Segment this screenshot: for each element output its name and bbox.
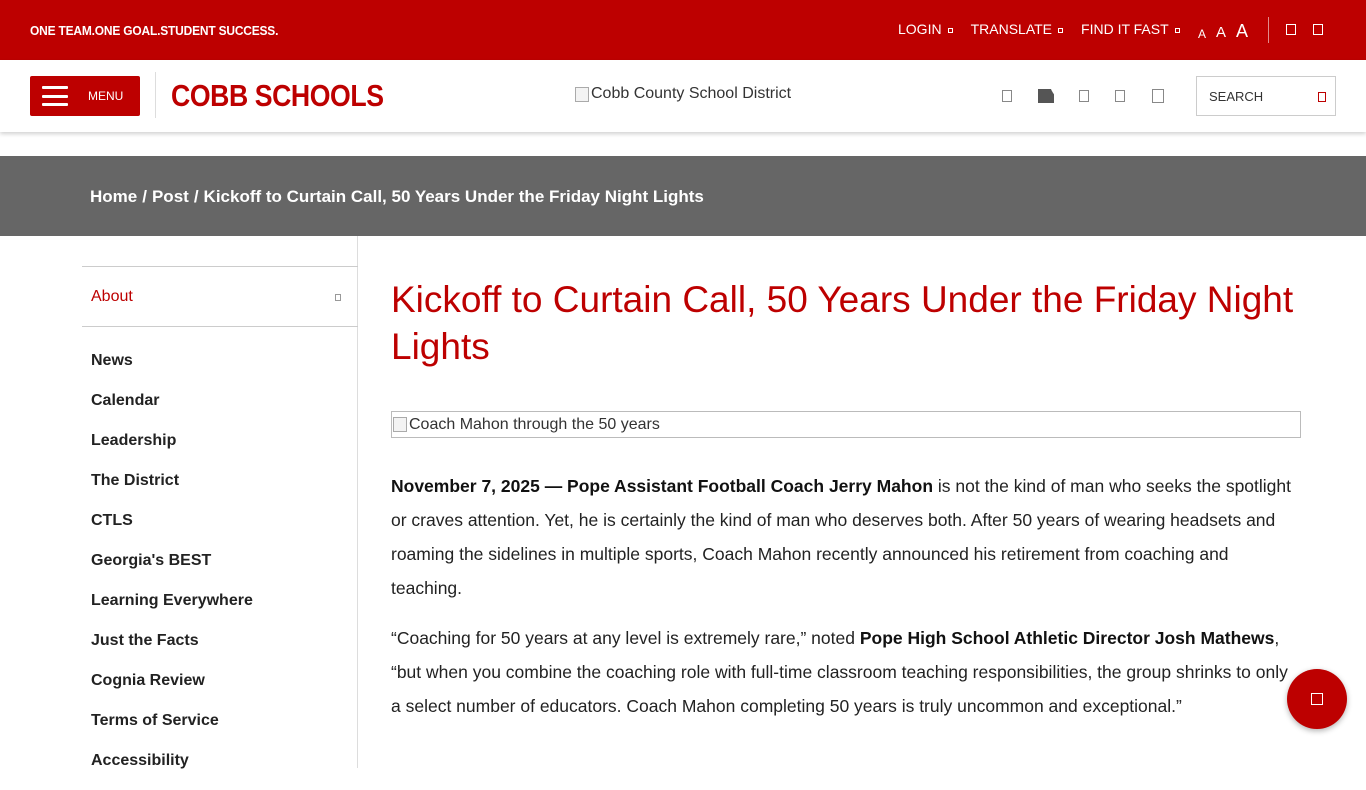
chevron-down-icon — [948, 28, 953, 33]
search-placeholder: SEARCH — [1209, 88, 1264, 104]
breadcrumb — [90, 187, 704, 207]
chevron-down-icon — [1058, 28, 1063, 33]
sidebar-item-learning-everywhere[interactable]: Learning Everywhere — [91, 592, 253, 609]
chevron-down-icon — [335, 294, 341, 301]
article-text: , “but when you combine the coaching role with full-time classroom teaching responsibilities, the group shrinks to only a select number of educators. Coach Mahon completing 50 years is truly uncommon and exceptional.” — [391, 628, 1288, 716]
sidebar-item-news[interactable]: News — [91, 352, 133, 369]
hamburger-icon — [42, 86, 68, 106]
floating-action-button[interactable] — [1287, 669, 1347, 729]
sidebar-item-accessibility[interactable]: Accessibility — [91, 752, 189, 769]
sidebar-item-cognia-review[interactable]: Cognia Review — [91, 672, 205, 689]
contrast-icon[interactable] — [1313, 24, 1323, 35]
facebook-icon[interactable] — [1002, 90, 1012, 102]
sidebar-nav — [91, 350, 253, 790]
hero-image — [391, 411, 1301, 438]
sidebar-item-just-the-facts[interactable]: Just the Facts — [91, 632, 199, 649]
translate-link[interactable] — [971, 21, 1063, 37]
utility-links — [898, 21, 1198, 37]
site-header — [0, 60, 1366, 132]
breadcrumb-separator: / — [142, 187, 147, 206]
breadcrumb-post[interactable]: Post — [151, 187, 189, 206]
district-logo[interactable] — [575, 85, 791, 103]
sidebar-item-ctls[interactable]: CTLS — [91, 512, 133, 529]
sidebar-section-label: About — [91, 287, 133, 305]
find-it-fast-link[interactable] — [1081, 21, 1180, 37]
hero-image-alt-text: Coach Mahon through the 50 years — [409, 415, 660, 433]
article-text: is not the kind of man who seeks the spotlight or craves attention. Yet, he is certainly the kind of man who deserves both. After 50 years of wearing headsets and roaming the sidelines in multiple sports, Coach Mahon recently announced his retirement from coaching and teaching. — [391, 476, 1291, 598]
sidebar-section-about[interactable] — [82, 266, 358, 327]
sidebar-item-leadership[interactable]: Leadership — [91, 432, 177, 449]
search-icon[interactable] — [1318, 92, 1326, 102]
font-size-controls — [1198, 18, 1248, 40]
menu-label: MENU — [88, 89, 124, 103]
breadcrumb-current: Kickoff to Curtain Call, 50 Years Under the Friday Night Lights — [203, 187, 704, 206]
article-paragraph — [391, 621, 1301, 723]
linkedin-icon[interactable] — [1152, 89, 1164, 103]
broken-image-icon — [575, 87, 589, 102]
sidebar-item-calendar[interactable]: Calendar — [91, 392, 160, 409]
page-title: Kickoff to Curtain Call, 50 Years Under the Friday Night Lights — [391, 279, 1294, 367]
article-paragraph — [391, 469, 1301, 605]
article-lead: November 7, 2025 — Pope Assistant Football Coach Jerry Mahon — [391, 476, 934, 496]
chevron-down-icon — [1175, 28, 1180, 33]
x-icon[interactable] — [1038, 89, 1054, 103]
top-utility-bar — [0, 0, 1366, 60]
chat-icon — [1311, 693, 1323, 705]
youtube-icon[interactable] — [1115, 90, 1125, 102]
instagram-icon[interactable] — [1079, 90, 1089, 102]
brand-logo[interactable]: COBB SCHOOLS — [171, 78, 384, 113]
article-text: “Coaching for 50 years at any level is extremely rare,” noted — [391, 628, 860, 648]
breadcrumb-band — [0, 156, 1366, 236]
font-size-medium-button[interactable]: A — [1216, 24, 1227, 41]
font-size-large-button[interactable]: A — [1236, 21, 1249, 41]
translate-label: TRANSLATE — [970, 21, 1053, 37]
divider — [155, 72, 156, 118]
sidebar-item-the-district[interactable]: The District — [91, 472, 180, 489]
sidebar — [0, 236, 358, 768]
login-link[interactable] — [898, 21, 953, 37]
article-bold-name: Pope High School Athletic Director Josh Mathews — [859, 628, 1275, 648]
article — [391, 236, 1301, 723]
sidebar-item-georgias-best[interactable]: Georgia's BEST — [91, 552, 212, 569]
broken-image-icon — [393, 417, 407, 432]
font-size-small-button[interactable]: A — [1198, 27, 1207, 41]
find-it-fast-label: FIND IT FAST — [1081, 21, 1169, 37]
accessibility-icon[interactable] — [1286, 24, 1296, 35]
district-logo-alt-text: Cobb County School District — [591, 85, 792, 102]
breadcrumb-separator: / — [193, 187, 199, 206]
tagline: ONE TEAM.ONE GOAL.STUDENT SUCCESS. — [30, 23, 279, 38]
sidebar-item-terms-of-service[interactable]: Terms of Service — [91, 712, 219, 729]
menu-button[interactable] — [30, 76, 140, 116]
breadcrumb-home[interactable]: Home — [90, 187, 138, 206]
divider — [1268, 17, 1269, 43]
login-label: LOGIN — [898, 21, 942, 37]
search-input[interactable] — [1196, 76, 1336, 116]
